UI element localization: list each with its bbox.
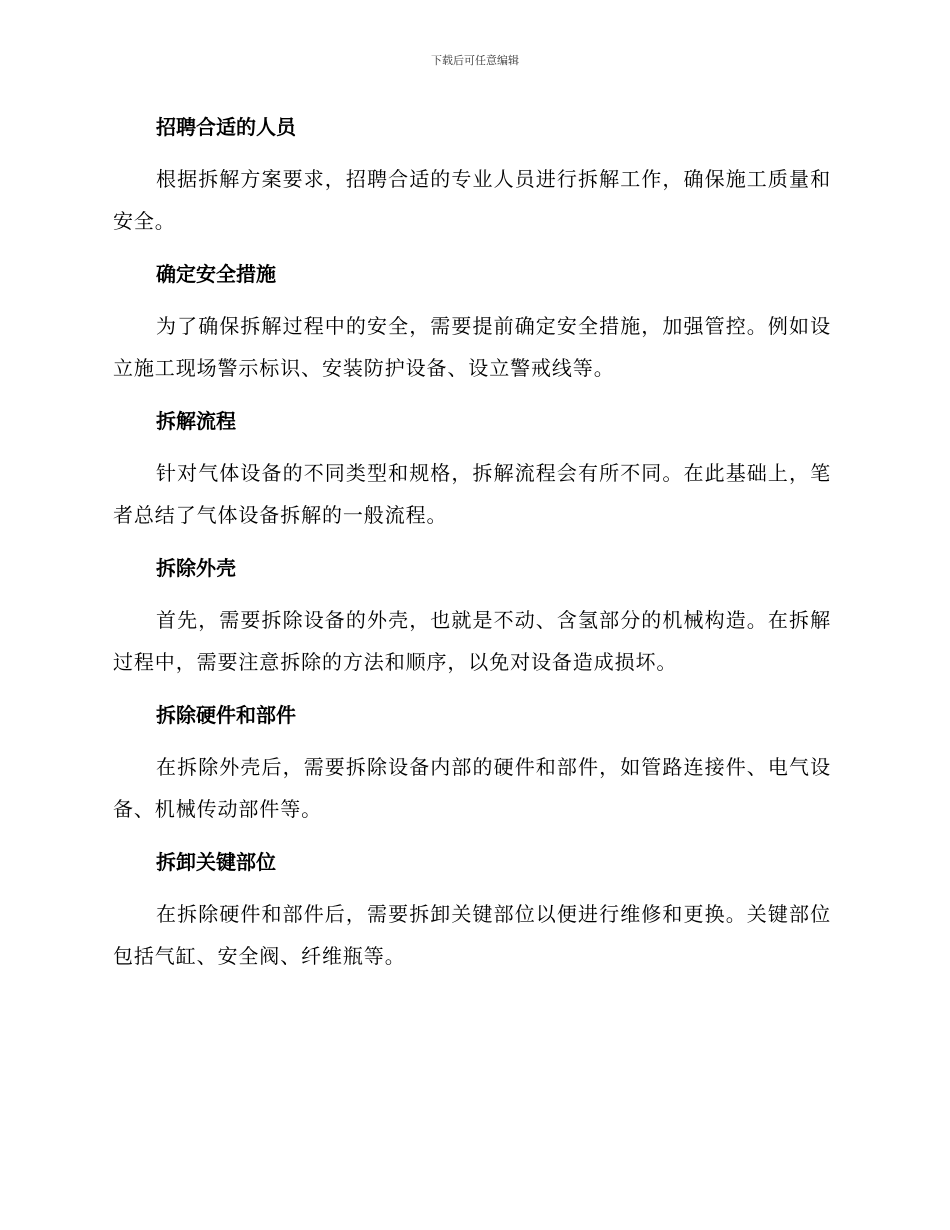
section-heading-process: 拆解流程	[156, 409, 236, 433]
page-header: 下载后可任意编辑	[431, 54, 519, 67]
section-body-process: 针对气体设备的不同类型和规格，拆解流程会有所不同。在此基础上，笔者总结了气体设备拆解的一般流程。	[113, 461, 831, 527]
section-body-key-parts: 在拆除硬件和部件后，需要拆卸关键部位以便进行维修和更换。关键部位包括气缸、安全阀、纤维瓶等。	[113, 902, 831, 968]
document-body	[113, 107, 831, 989]
section-heading-shell: 拆除外壳	[156, 556, 236, 580]
section-heading-hardware: 拆除硬件和部件	[156, 703, 296, 727]
section-body-safety: 为了确保拆解过程中的安全，需要提前确定安全措施，加强管控。例如设立施工现场警示标识、安装防护设备、设立警戒线等。	[113, 314, 831, 380]
section-body-shell: 首先，需要拆除设备的外壳，也就是不动、含氢部分的机械构造。在拆解过程中，需要注意拆除的方法和顺序，以免对设备造成损坏。	[113, 608, 831, 674]
section-body-hardware: 在拆除外壳后，需要拆除设备内部的硬件和部件，如管路连接件、电气设备、机械传动部件等。	[113, 755, 831, 821]
section-heading-safety: 确定安全措施	[156, 262, 276, 286]
section-heading-key-parts: 拆卸关键部位	[156, 850, 276, 874]
section-heading-recruit: 招聘合适的人员	[156, 115, 296, 139]
section-body-recruit: 根据拆解方案要求，招聘合适的专业人员进行拆解工作，确保施工质量和安全。	[113, 167, 831, 233]
